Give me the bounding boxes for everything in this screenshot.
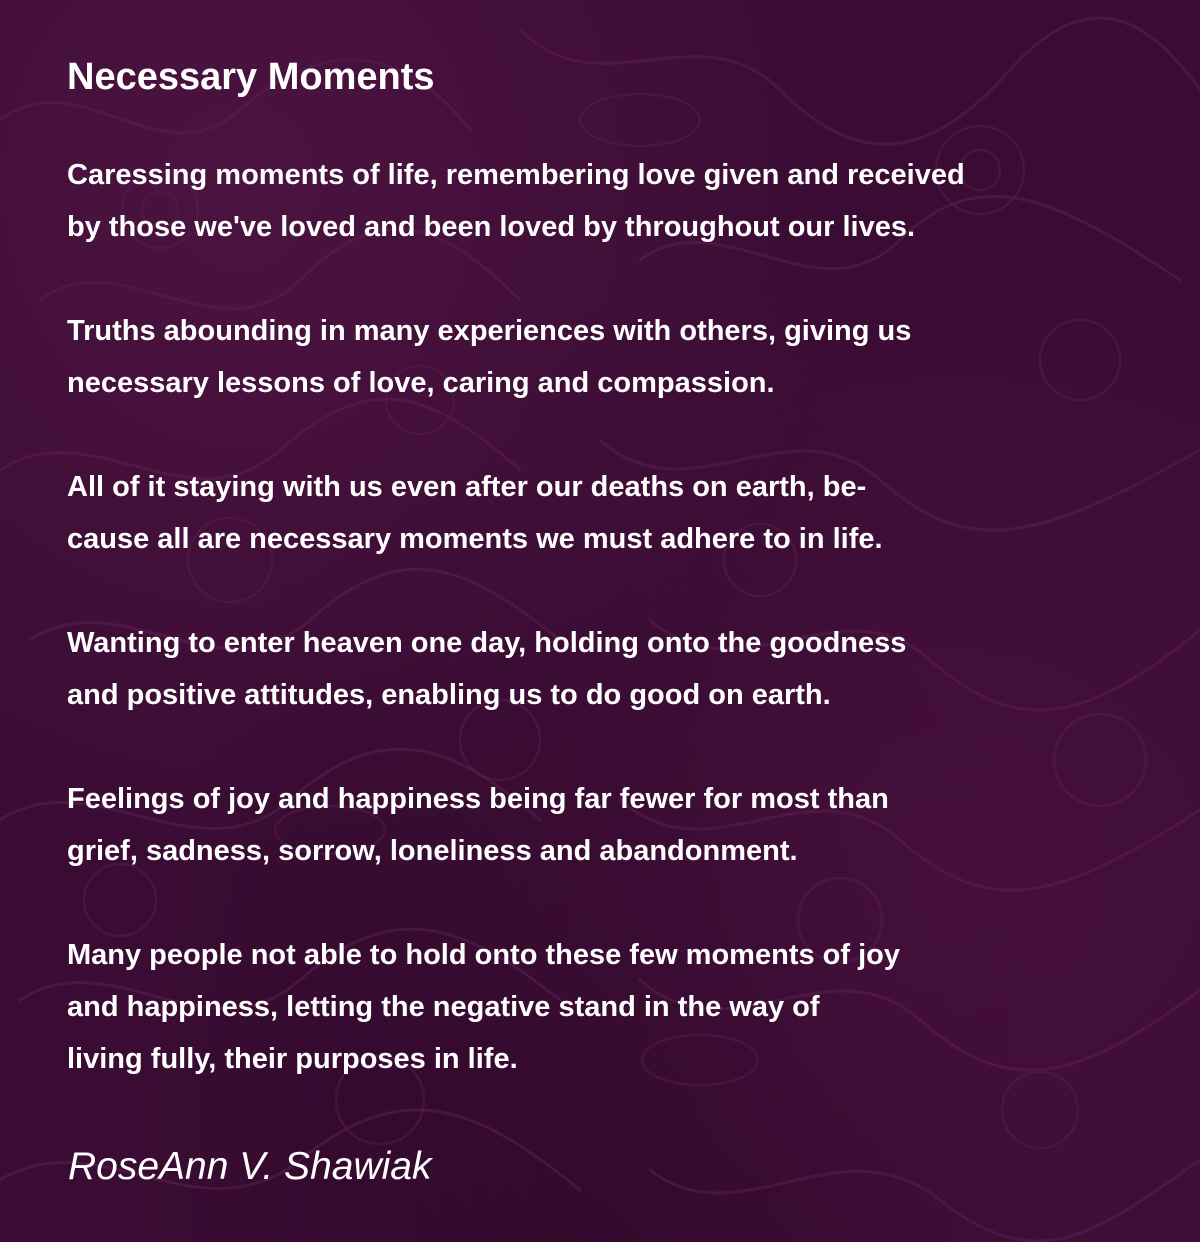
poem-line: Feelings of joy and happiness being far fewer for most than <box>67 783 889 815</box>
stanza-6 <box>67 929 1167 1085</box>
poem-line: and positive attitudes, enabling us to do good on earth. <box>67 679 831 711</box>
poem-author: RoseAnn V. Shawiak <box>68 1145 432 1188</box>
poem-line: by those we've loved and been loved by throughout our lives. <box>67 211 916 243</box>
poem-line: cause all are necessary moments we must adhere to in life. <box>67 523 883 555</box>
poem-line: grief, sadness, sorrow, loneliness and abandonment. <box>67 835 798 867</box>
stanza-1 <box>67 149 1167 253</box>
poem-line: and happiness, letting the negative stand in the way of <box>67 991 820 1023</box>
poem-line: Caressing moments of life, remembering love given and received <box>67 159 965 191</box>
poem-title: Necessary Moments <box>67 56 435 98</box>
poem-line: All of it staying with us even after our deaths on earth, be- <box>67 471 867 503</box>
stanza-2 <box>67 305 1167 409</box>
poem-line: Wanting to enter heaven one day, holding onto the goodness <box>67 627 907 659</box>
poem-line: necessary lessons of love, caring and compassion. <box>67 367 775 399</box>
stanza-4 <box>67 617 1167 721</box>
stanza-3 <box>67 461 1167 565</box>
poem-body <box>67 149 1167 1137</box>
poem-line: Truths abounding in many experiences with others, giving us <box>67 315 912 347</box>
stanza-5 <box>67 773 1167 877</box>
poem-line: living fully, their purposes in life. <box>67 1043 518 1075</box>
poem-line: Many people not able to hold onto these few moments of joy <box>67 939 900 971</box>
